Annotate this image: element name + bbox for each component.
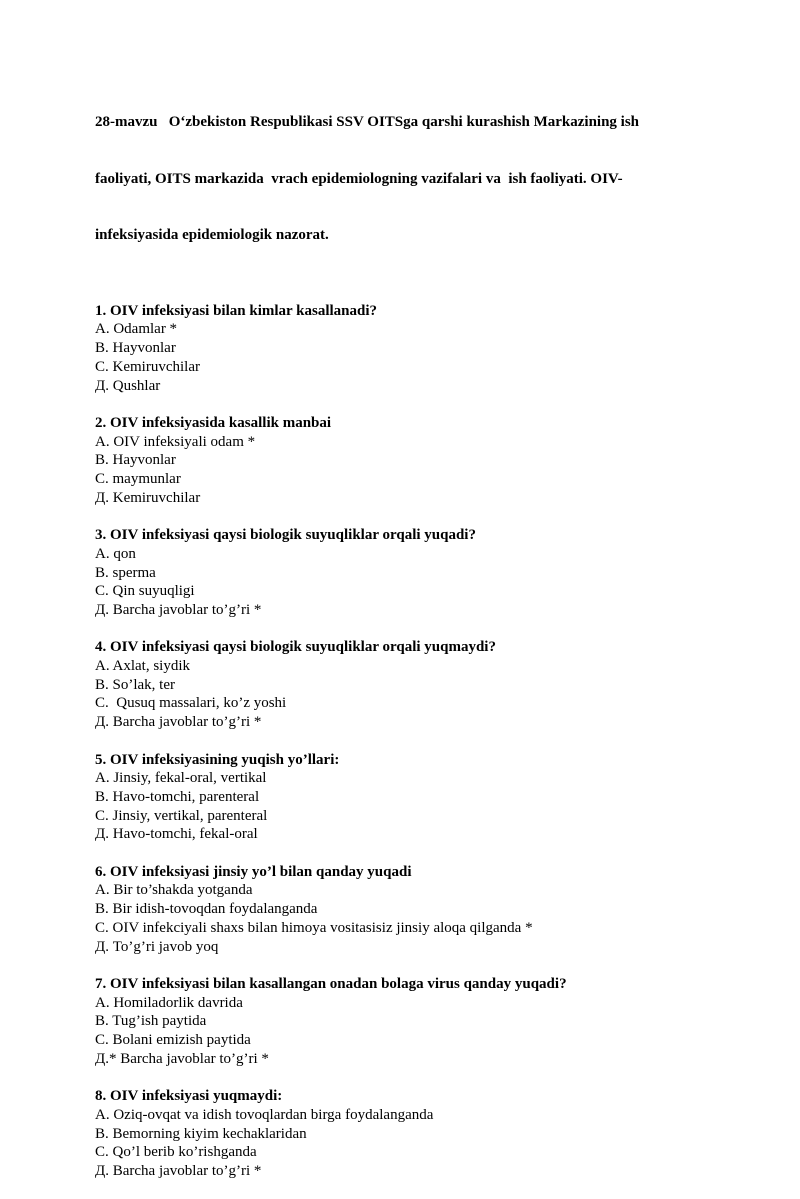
answer-option: C. Kemiruvchilar: [95, 358, 200, 375]
question-4: [95, 638, 735, 732]
question-1: [95, 302, 735, 396]
answer-option: Д. Barcha javoblar to’g’ri *: [95, 714, 262, 731]
question-title: 6. OIV infeksiyasi jinsiy yo’l bilan qanday yuqadi: [95, 863, 412, 880]
answer-option: Д. To’g’ri javob yoq: [95, 938, 219, 955]
answer-option: A. Odamlar *: [95, 321, 178, 338]
answer-option: C. Jinsiy, vertikal, parenteral: [95, 807, 268, 824]
answer-option: Д. Barcha javoblar to’g’ri *: [95, 1162, 262, 1179]
answer-option: C. maymunlar: [95, 471, 181, 488]
question-title: 2. OIV infeksiyasida kasallik manbai: [95, 414, 332, 431]
answer-option: B. Bir idish-tovoqdan foydalanganda: [95, 901, 318, 918]
answer-option: Д.* Barcha javoblar to’g’ri *: [95, 1050, 269, 1067]
answer-option: Д. Kemiruvchilar: [95, 489, 201, 506]
answer-option: A. Axlat, siydik: [95, 658, 191, 675]
question-title: 1. OIV infeksiyasi bilan kimlar kasallanadi?: [95, 302, 378, 319]
answer-option: B. So’lak, ter: [95, 676, 175, 693]
heading-line: faoliyati, OITS markazida vrach epidemiologning vazifalari va ish faoliyati. OIV-: [95, 170, 623, 187]
question-title: 8. OIV infeksiyasi yuqmaydi:: [95, 1088, 283, 1105]
answer-option: A. Bir to’shakda yotganda: [95, 882, 253, 899]
answer-option: B. Hayvonlar: [95, 340, 176, 357]
answer-option: B. Bemorning kiyim kechaklaridan: [95, 1125, 307, 1142]
answer-option: A. Oziq-ovqat va idish tovoqlardan birga foydalanganda: [95, 1106, 434, 1123]
answer-option: B. sperma: [95, 564, 156, 581]
answer-option: C. Qo’l berib ko’rishganda: [95, 1144, 257, 1161]
document-heading: [95, 76, 735, 282]
question-6: [95, 863, 735, 957]
question-3: [95, 526, 735, 620]
answer-option: B. Tug’ish paytida: [95, 1013, 207, 1030]
question-title: 3. OIV infeksiyasi qaysi biologik suyuqliklar orqali yuqadi?: [95, 527, 476, 544]
answer-option: A. OIV infeksiyali odam *: [95, 433, 256, 450]
answer-option: Д. Barcha javoblar to’g’ri *: [95, 601, 262, 618]
document-page: [95, 76, 735, 1199]
answer-option: C. Bolani emizish paytida: [95, 1032, 251, 1049]
question-2: [95, 414, 735, 508]
answer-option: B. Hayvonlar: [95, 452, 176, 469]
answer-option: C. Qusuq massalari, ko’z yoshi: [95, 695, 287, 712]
question-title: 7. OIV infeksiyasi bilan kasallangan onadan bolaga virus qanday yuqadi?: [95, 975, 567, 992]
question-title: 5. OIV infeksiyasining yuqish yo’llari:: [95, 751, 340, 768]
heading-line: 28-mavzu O‘zbekiston Respublikasi SSV OITSga qarshi kurashish Markazining ish: [95, 114, 640, 131]
question-5: [95, 751, 735, 845]
answer-option: Д. Qushlar: [95, 377, 161, 394]
answer-option: Д. Havo-tomchi, fekal-oral: [95, 826, 258, 843]
answer-option: C. Qin suyuqligi: [95, 583, 195, 600]
heading-line: infeksiyasida epidemiologik nazorat.: [95, 226, 329, 243]
question-8: [95, 1087, 735, 1181]
answer-option: C. OIV infekciyali shaxs bilan himoya vositasisiz jinsiy aloqa qilganda *: [95, 919, 533, 936]
question-7: [95, 975, 735, 1069]
question-title: 4. OIV infeksiyasi qaysi biologik suyuqliklar orqali yuqmaydi?: [95, 639, 496, 656]
answer-option: A. Jinsiy, fekal-oral, vertikal: [95, 770, 267, 787]
answer-option: A. qon: [95, 545, 136, 562]
answer-option: A. Homiladorlik davrida: [95, 994, 243, 1011]
answer-option: B. Havo-tomchi, parenteral: [95, 788, 260, 805]
